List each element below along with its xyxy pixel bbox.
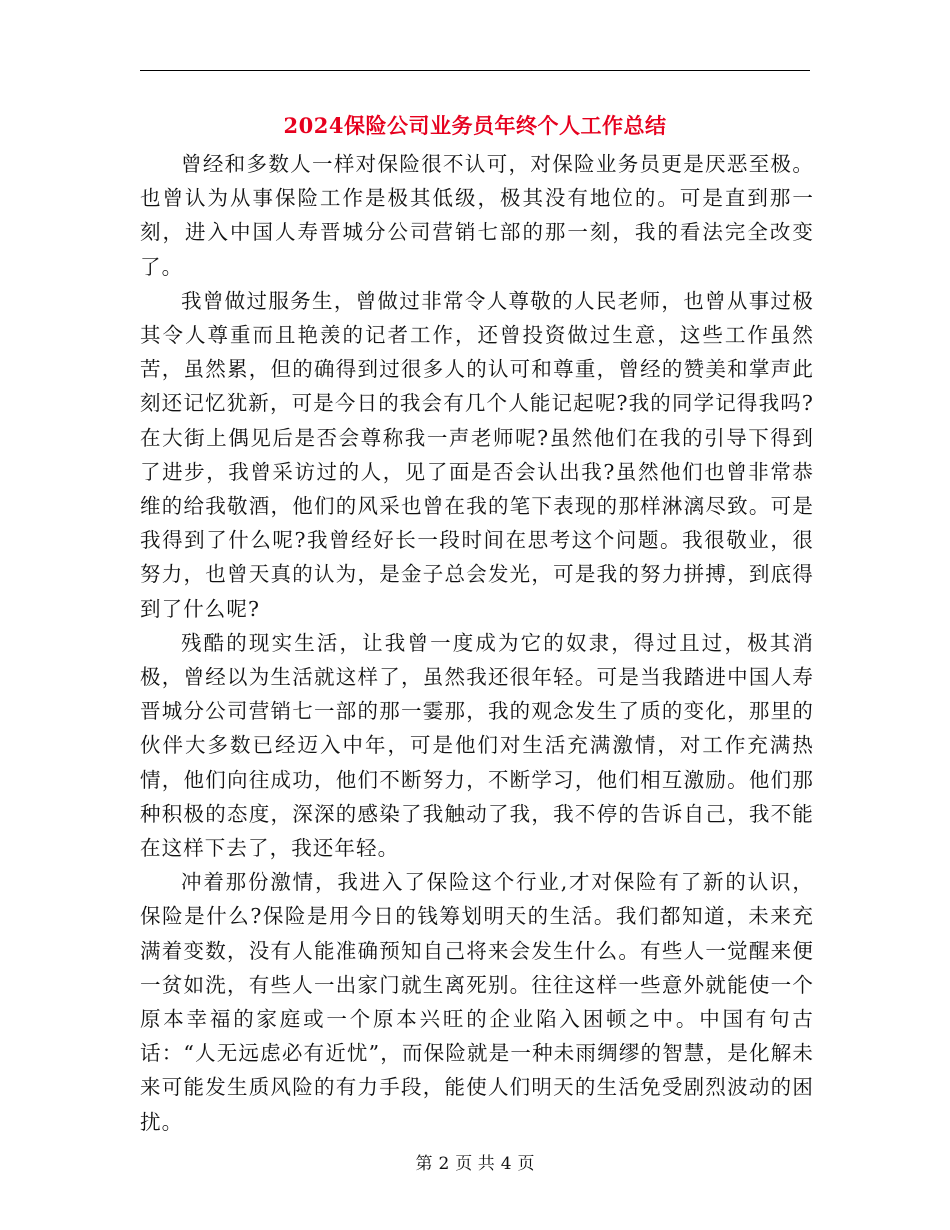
paragraph-2: 我曾做过服务生，曾做过非常令人尊敬的人民老师，也曾从事过极其令人尊重而且艳羡的记者工作，还曾投资做过生意，这些工作虽然苦，虽然累，但的确得到过很多人的认可和尊重，曾经的赞美和掌声此刻还记忆犹新，可是今日的我会有几个人能记起呢?我的同学记得我吗?在大街上偶见后是否会尊称我一声老师呢?虽然他们在我的引导下得到了进步，我曾采访过的人，见了面是否会认出我?虽然他们也曾非常恭维的给我敬酒，他们的风采也曾在我的笔下表现的那样淋漓尽致。可是我得到了什么呢?我曾经好长一段时间在思考这个问题。我很敬业，很努力，也曾天真的认为，是金子总会发光，可是我的努力拼搏，到底得到了什么呢? — [140, 288, 814, 621]
footer-current-page: 2 — [438, 1154, 450, 1174]
footer-middle: 页 共 — [455, 1154, 495, 1174]
page-footer — [0, 1152, 950, 1176]
header-rule — [140, 70, 810, 71]
paragraph-3: 残酷的现实生活，让我曾一度成为它的奴隶，得过且过，极其消极，曾经以为生活就这样了，虽然我还很年轻。可是当我踏进中国人寿晋城分公司营销七一部的那一霎那，我的观念发生了质的变化，那里的伙伴大多数已经迈入中年，可是他们对生活充满激情，对工作充满热情，他们向往成功，他们不断努力，不断学习，他们相互激励。他们那种积极的态度，深深的感染了我触动了我，我不停的告诉自己，我不能在这样下去了，我还年轻。 — [140, 630, 814, 861]
document-body — [140, 147, 814, 1139]
footer-total-pages: 4 — [500, 1154, 512, 1174]
paragraph-1: 曾经和多数人一样对保险很不认可，对保险业务员更是厌恶至极。也曾认为从事保险工作是极其低级，极其没有地位的。可是直到那一刻，进入中国人寿晋城分公司营销七部的那一刻，我的看法完全改变了。 — [140, 152, 814, 279]
document-title: 2024保险公司业务员年终个人工作总结 — [283, 113, 667, 138]
footer-suffix: 页 — [517, 1154, 535, 1174]
footer-prefix: 第 — [415, 1154, 433, 1174]
paragraph-4: 冲着那份激情，我进入了保险这个行业,才对保险有了新的认识，保险是什么?保险是用今日的钱筹划明天的生活。我们都知道，未来充满着变数，没有人能准确预知自己将来会发生什么。有些人一觉醒来便一贫如洗，有些人一出家门就生离死别。往往这样一些意外就能使一个原本幸福的家庭或一个原本兴旺的企业陷入困顿之中。中国有句古话：“人无远虑必有近忧”，而保险就是一种未雨绸缪的智慧，是化解未来可能发生质风险的有力手段，能使人们明天的生活免受剧烈波动的困扰。 — [140, 870, 814, 1134]
